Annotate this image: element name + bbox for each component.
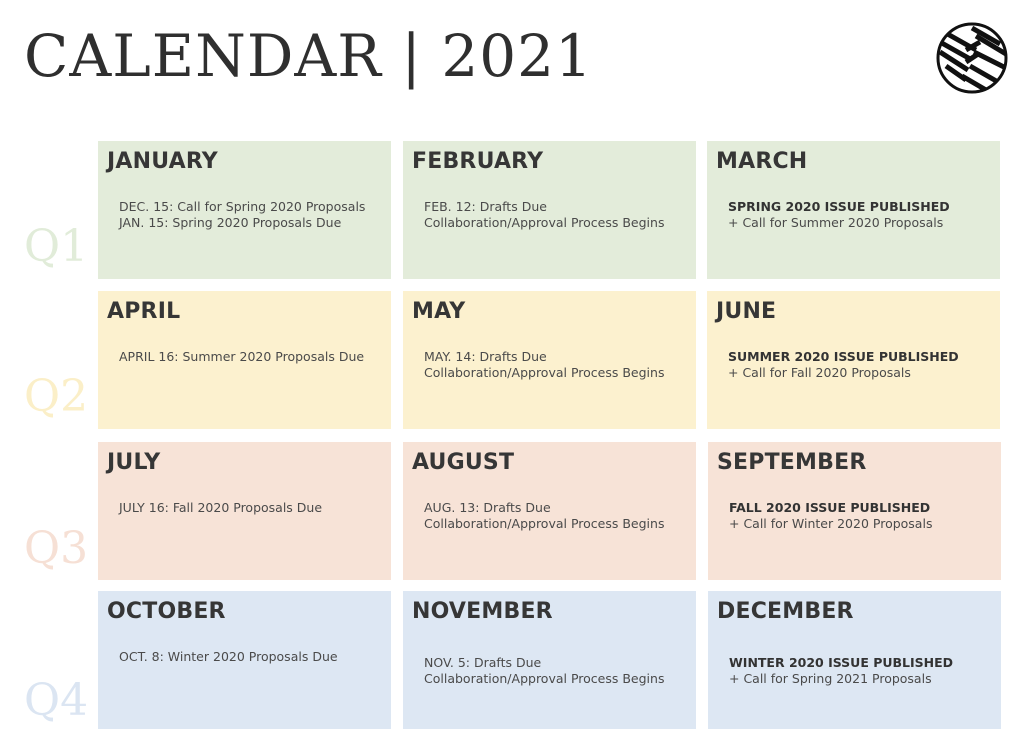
event-line: Collaboration/Approval Process Begins bbox=[424, 671, 665, 686]
event-line: JULY 16: Fall 2020 Proposals Due bbox=[119, 500, 323, 515]
month-card-june bbox=[707, 291, 1000, 429]
month-card-february bbox=[403, 141, 696, 279]
event-line: APRIL 16: Summer 2020 Proposals Due bbox=[119, 349, 365, 364]
month-title: MAY bbox=[412, 299, 466, 324]
month-title: MARCH bbox=[716, 149, 808, 174]
quarter-label-q4: Q4 bbox=[24, 675, 89, 726]
month-card-october bbox=[98, 591, 391, 729]
event-line: + Call for Spring 2021 Proposals bbox=[729, 671, 932, 686]
event-line: + Call for Fall 2020 Proposals bbox=[728, 365, 911, 380]
month-title: FEBRUARY bbox=[412, 149, 544, 174]
month-title: NOVEMBER bbox=[412, 599, 553, 624]
month-card-march bbox=[707, 141, 1000, 279]
month-title: APRIL bbox=[107, 299, 181, 324]
quarter-label-q3: Q3 bbox=[24, 523, 89, 574]
month-card-january bbox=[98, 141, 391, 279]
event-line: SPRING 2020 ISSUE PUBLISHED bbox=[728, 199, 950, 214]
event-line: NOV. 5: Drafts Due bbox=[424, 655, 542, 670]
month-card-may bbox=[403, 291, 696, 429]
month-card-april bbox=[98, 291, 391, 429]
month-card-december bbox=[708, 591, 1001, 729]
event-line: FEB. 12: Drafts Due bbox=[424, 199, 547, 214]
event-line: JAN. 15: Spring 2020 Proposals Due bbox=[119, 215, 342, 230]
event-line: Collaboration/Approval Process Begins bbox=[424, 516, 665, 531]
event-line: SUMMER 2020 ISSUE PUBLISHED bbox=[728, 349, 959, 364]
month-title: SEPTEMBER bbox=[717, 450, 867, 475]
event-line: DEC. 15: Call for Spring 2020 Proposals bbox=[119, 199, 366, 214]
quarter-label-q1: Q1 bbox=[24, 221, 89, 272]
event-line: MAY. 14: Drafts Due bbox=[424, 349, 547, 364]
quarter-label-q2: Q2 bbox=[24, 371, 89, 422]
month-card-august bbox=[403, 442, 696, 580]
event-line: Collaboration/Approval Process Begins bbox=[424, 215, 665, 230]
event-line: WINTER 2020 ISSUE PUBLISHED bbox=[729, 655, 954, 670]
month-title: DECEMBER bbox=[717, 599, 854, 624]
event-line: + Call for Winter 2020 Proposals bbox=[729, 516, 933, 531]
month-card-july bbox=[98, 442, 391, 580]
month-title: JANUARY bbox=[107, 149, 218, 174]
striped-sphere-logo-icon bbox=[936, 22, 1008, 94]
month-card-november bbox=[403, 591, 696, 729]
month-title: OCTOBER bbox=[107, 599, 226, 624]
event-line: AUG. 13: Drafts Due bbox=[424, 500, 551, 515]
event-line: OCT. 8: Winter 2020 Proposals Due bbox=[119, 649, 338, 664]
event-line: Collaboration/Approval Process Begins bbox=[424, 365, 665, 380]
month-card-september bbox=[708, 442, 1001, 580]
event-line: FALL 2020 ISSUE PUBLISHED bbox=[729, 500, 931, 515]
month-title: JULY bbox=[107, 450, 161, 475]
month-title: JUNE bbox=[716, 299, 777, 324]
event-line: + Call for Summer 2020 Proposals bbox=[728, 215, 944, 230]
page-title: CALENDAR | 2021 bbox=[24, 22, 593, 90]
month-title: AUGUST bbox=[412, 450, 515, 475]
